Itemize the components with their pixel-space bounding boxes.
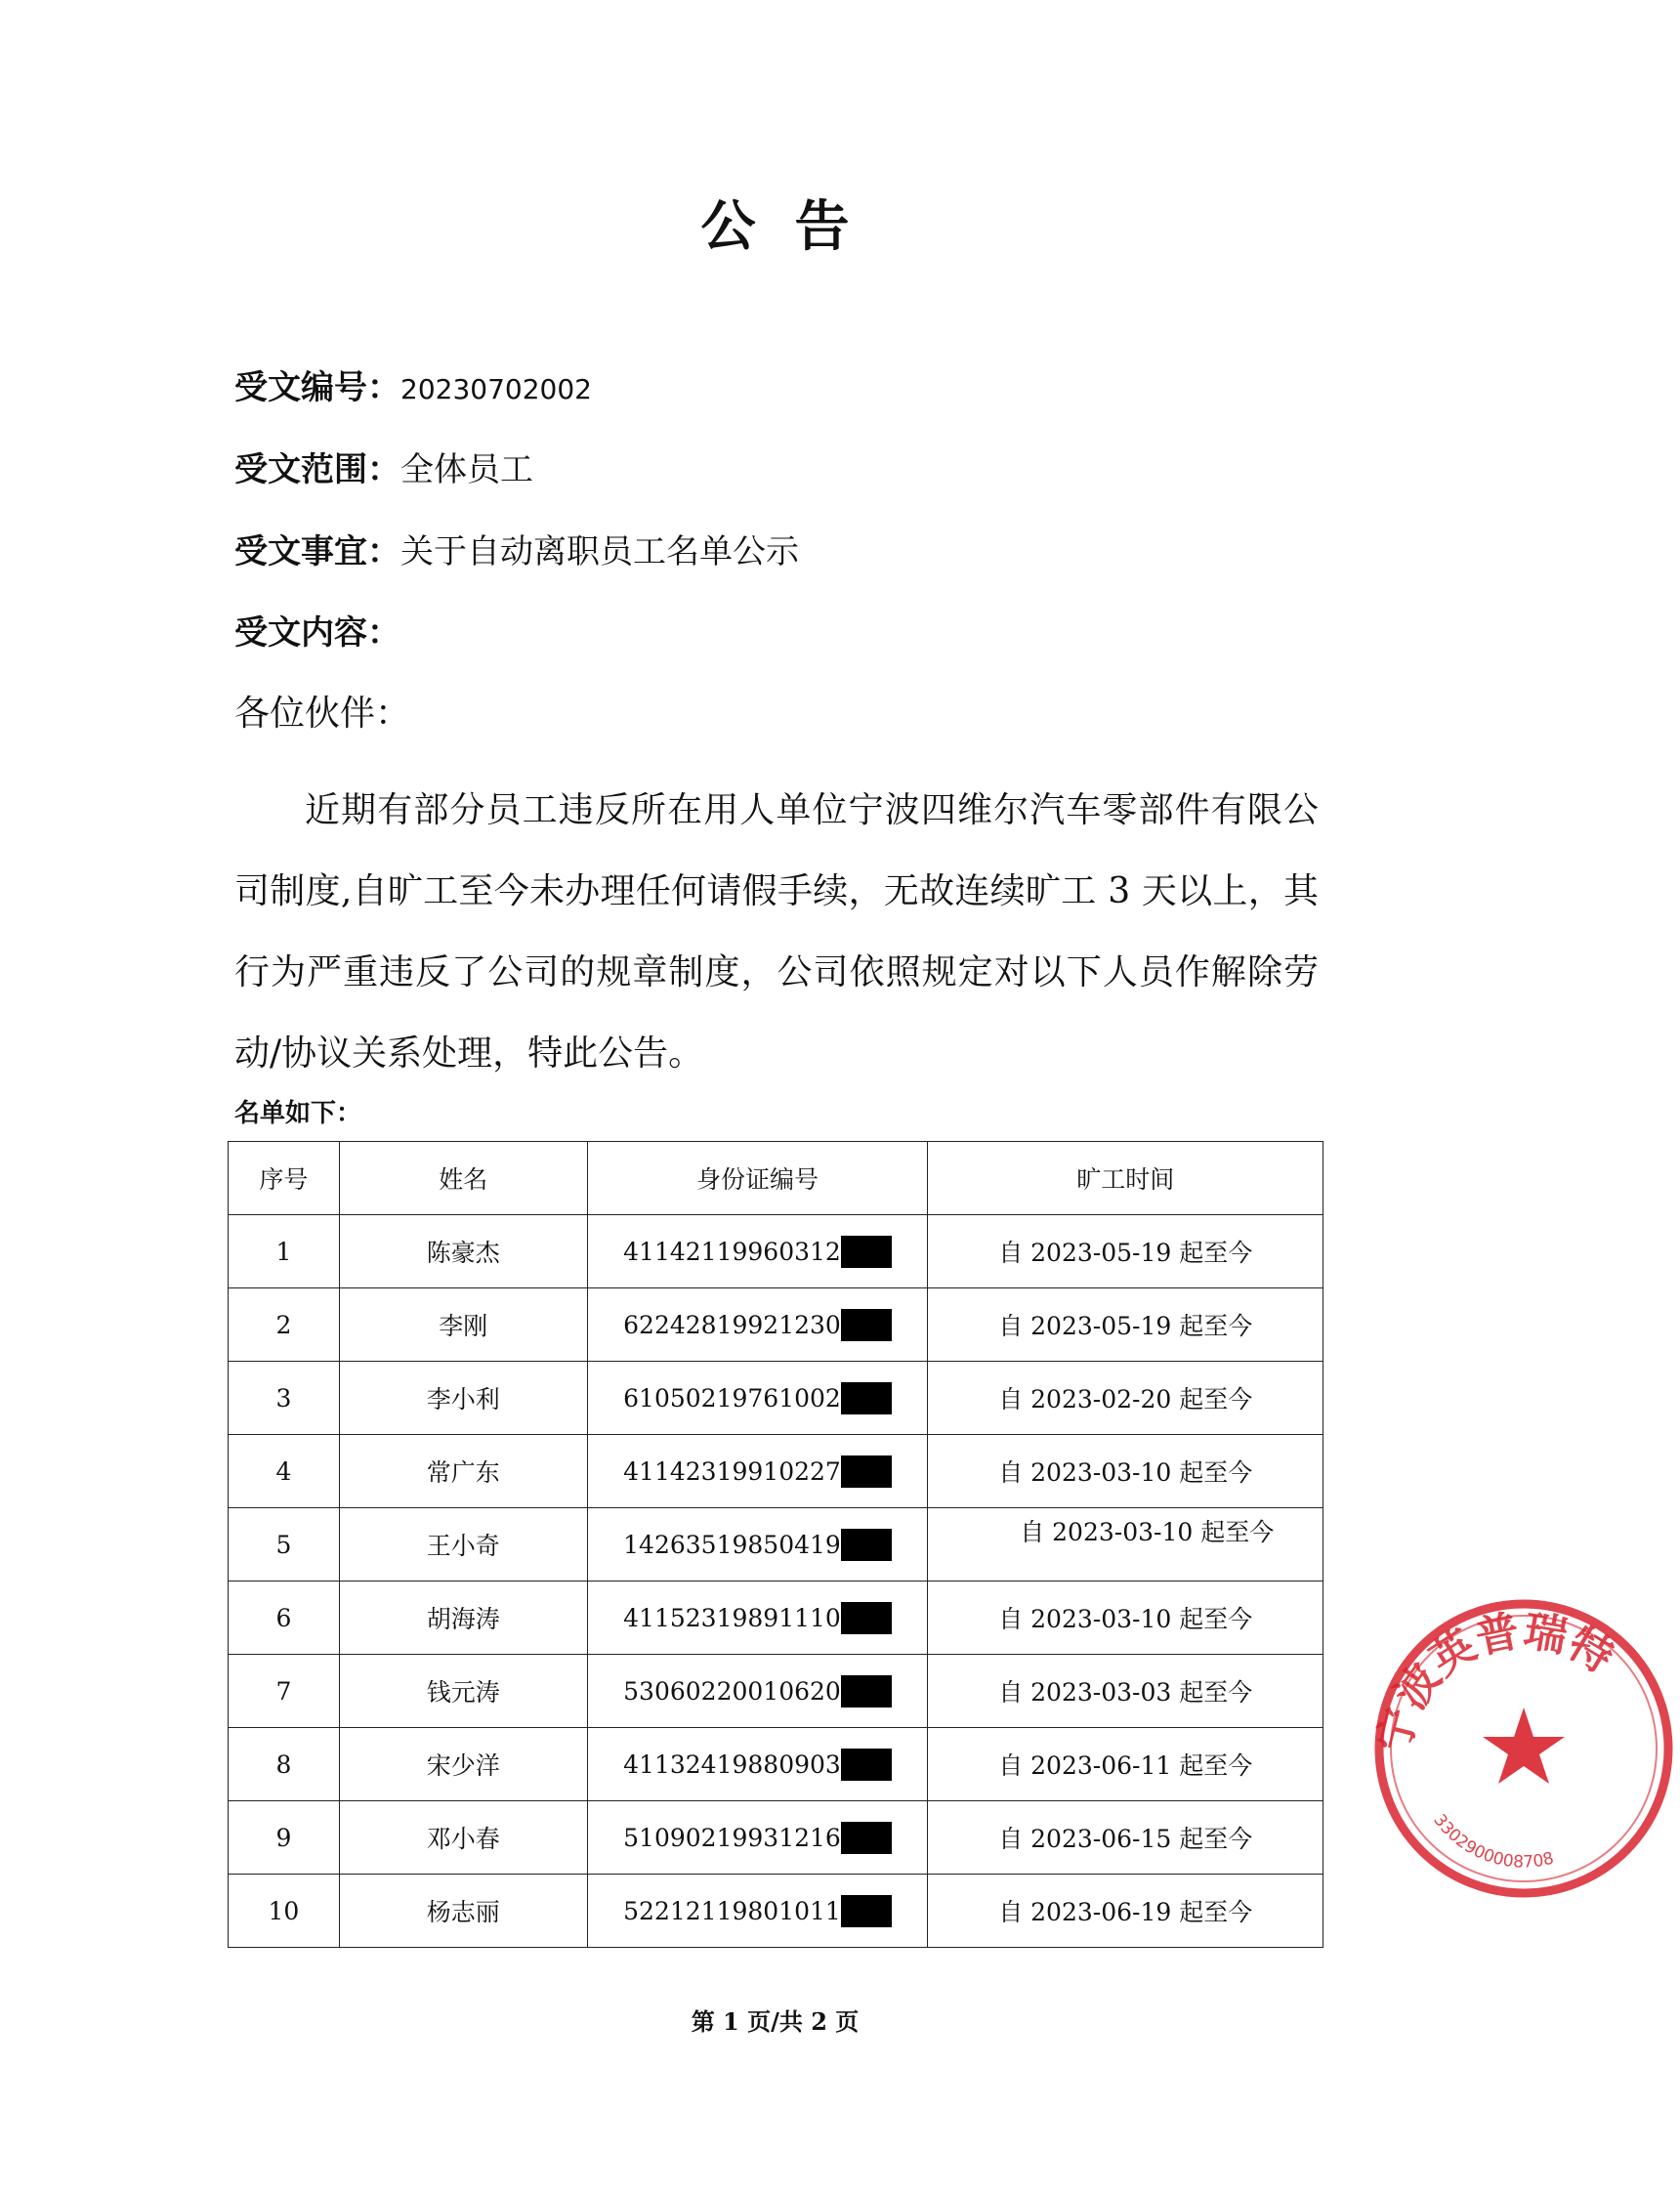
absence-period: 自 2023-06-15 起至今 [998, 1825, 1253, 1853]
redaction-box [841, 1309, 892, 1341]
greeting: 各位伙伴： [234, 694, 411, 734]
list-heading: 名单如下： [234, 1099, 362, 1128]
table-row [229, 1508, 1323, 1581]
content-field [234, 609, 400, 657]
cell-period [928, 1581, 1323, 1655]
cell-name: 钱元涛 [339, 1655, 587, 1728]
table-row [229, 1362, 1323, 1435]
doc-number-label: 受文编号： [234, 368, 400, 407]
content-label: 受文内容： [234, 613, 400, 653]
table-row [229, 1875, 1323, 1948]
absence-period: 自 2023-05-19 起至今 [998, 1312, 1253, 1340]
svg-text:3302900008708 [1429, 1811, 1555, 1873]
column-header-id: 身份证编号 [587, 1142, 928, 1215]
id-number-visible: 41142319910227 [623, 1456, 841, 1486]
page-title: 公告 [700, 194, 889, 259]
cell-name: 邓小春 [339, 1801, 587, 1875]
table-row [229, 1435, 1323, 1508]
id-number [623, 1822, 892, 1854]
absence-period: 自 2023-03-10 起至今 [998, 1458, 1253, 1487]
cell-name: 胡海涛 [339, 1581, 587, 1655]
cell-no: 2 [229, 1288, 340, 1362]
cell-no: 1 [229, 1215, 340, 1288]
absence-period: 自 2023-02-20 起至今 [998, 1385, 1253, 1413]
cell-name: 常广东 [339, 1435, 587, 1508]
cell-name: 杨志丽 [339, 1875, 587, 1948]
cell-id [587, 1288, 928, 1362]
redaction-box [841, 1529, 892, 1561]
cell-id [587, 1581, 928, 1655]
id-number [623, 1675, 892, 1708]
cell-id [587, 1435, 928, 1508]
cell-name: 李刚 [339, 1288, 587, 1362]
redaction-box [841, 1236, 892, 1268]
table-row [229, 1215, 1323, 1288]
cell-period [928, 1435, 1323, 1508]
scope-label: 受文范围： [234, 450, 400, 489]
employee-table [228, 1141, 1323, 1948]
absence-period: 自 2023-03-10 起至今 [1020, 1518, 1275, 1546]
cell-no: 7 [229, 1655, 340, 1728]
column-header-no: 序号 [229, 1142, 340, 1215]
cell-period [928, 1508, 1323, 1581]
company-seal [1367, 1592, 1680, 1905]
subject-label: 受文事宜： [234, 532, 400, 571]
subject-value: 关于自动离职员工名单公示 [400, 532, 799, 571]
redaction-box [841, 1675, 892, 1708]
table-row [229, 1581, 1323, 1655]
doc-number-field [234, 363, 592, 414]
redaction-box [841, 1822, 892, 1854]
cell-id [587, 1362, 928, 1435]
cell-id [587, 1215, 928, 1288]
cell-no: 6 [229, 1581, 340, 1655]
id-number [623, 1529, 892, 1561]
seal-number: 3302900008708 [1429, 1810, 1556, 1873]
page-number: 第 1 页/共 2 页 [691, 2007, 860, 2036]
id-number-visible: 52212119801011 [623, 1896, 841, 1925]
cell-no: 5 [229, 1508, 340, 1581]
cell-period [928, 1362, 1323, 1435]
absence-period: 自 2023-05-19 起至今 [998, 1239, 1253, 1267]
id-number-visible: 41152319891110 [623, 1603, 841, 1632]
redaction-box [841, 1382, 892, 1414]
table-row [229, 1728, 1323, 1801]
id-number [623, 1895, 892, 1927]
column-header-name: 姓名 [339, 1142, 587, 1215]
id-number-visible: 41132419880903 [623, 1750, 841, 1779]
subject-field [234, 527, 799, 576]
id-number-visible: 41142119960312 [623, 1237, 841, 1266]
redaction-box [841, 1455, 892, 1488]
table-row [229, 1801, 1323, 1875]
cell-id [587, 1801, 928, 1875]
id-number-visible: 61050219761002 [623, 1383, 841, 1413]
cell-period [928, 1728, 1323, 1801]
notice-body: 近期有部分员工违反所在用人单位宁波四维尔汽车零部件有限公司制度,自旷工至今未办理任何请假手续，无故连续旷工 3 天以上，其行为严重违反了公司的规章制度，公司依照规定对以下人员作解除劳动/协议关系处理，特此公告。 [234, 790, 1319, 1074]
cell-period [928, 1875, 1323, 1948]
cell-period [928, 1801, 1323, 1875]
id-number [623, 1602, 892, 1634]
cell-id [587, 1508, 928, 1581]
cell-name: 陈豪杰 [339, 1215, 587, 1288]
id-number-visible: 51090219931216 [623, 1823, 841, 1852]
svg-text:宁波英普瑞特 [1368, 1606, 1621, 1757]
cell-period [928, 1215, 1323, 1288]
cell-period [928, 1288, 1323, 1362]
cell-name: 李小利 [339, 1362, 587, 1435]
id-number-visible: 14263519850419 [623, 1530, 841, 1559]
id-number [623, 1236, 892, 1268]
cell-no: 8 [229, 1728, 340, 1801]
table-header-row [229, 1142, 1323, 1215]
cell-id [587, 1875, 928, 1948]
seal-text: 宁波英普瑞特 [1368, 1606, 1622, 1757]
column-header-period: 旷工时间 [928, 1142, 1323, 1215]
table-row [229, 1655, 1323, 1728]
redaction-box [841, 1602, 892, 1634]
cell-no: 4 [229, 1435, 340, 1508]
absence-period: 自 2023-06-19 起至今 [998, 1898, 1253, 1926]
cell-id [587, 1655, 928, 1728]
scope-field [234, 445, 533, 494]
redaction-box [841, 1895, 892, 1927]
id-number [623, 1455, 892, 1488]
absence-period: 自 2023-06-11 起至今 [998, 1751, 1253, 1780]
id-number [623, 1382, 892, 1414]
id-number [623, 1309, 892, 1341]
cell-no: 9 [229, 1801, 340, 1875]
table-row [229, 1288, 1323, 1362]
scope-value: 全体员工 [400, 450, 533, 489]
cell-no: 3 [229, 1362, 340, 1435]
absence-period: 自 2023-03-03 起至今 [998, 1678, 1253, 1707]
id-number-visible: 62242819921230 [623, 1310, 841, 1339]
cell-name: 宋少洋 [339, 1728, 587, 1801]
doc-number-value: 20230702002 [400, 373, 592, 405]
id-number-visible: 53060220010620 [623, 1676, 841, 1706]
absence-period: 自 2023-03-10 起至今 [998, 1605, 1253, 1633]
id-number [623, 1749, 892, 1781]
cell-period [928, 1655, 1323, 1728]
redaction-box [841, 1749, 892, 1781]
cell-no: 10 [229, 1875, 340, 1948]
cell-name: 王小奇 [339, 1508, 587, 1581]
cell-id [587, 1728, 928, 1801]
